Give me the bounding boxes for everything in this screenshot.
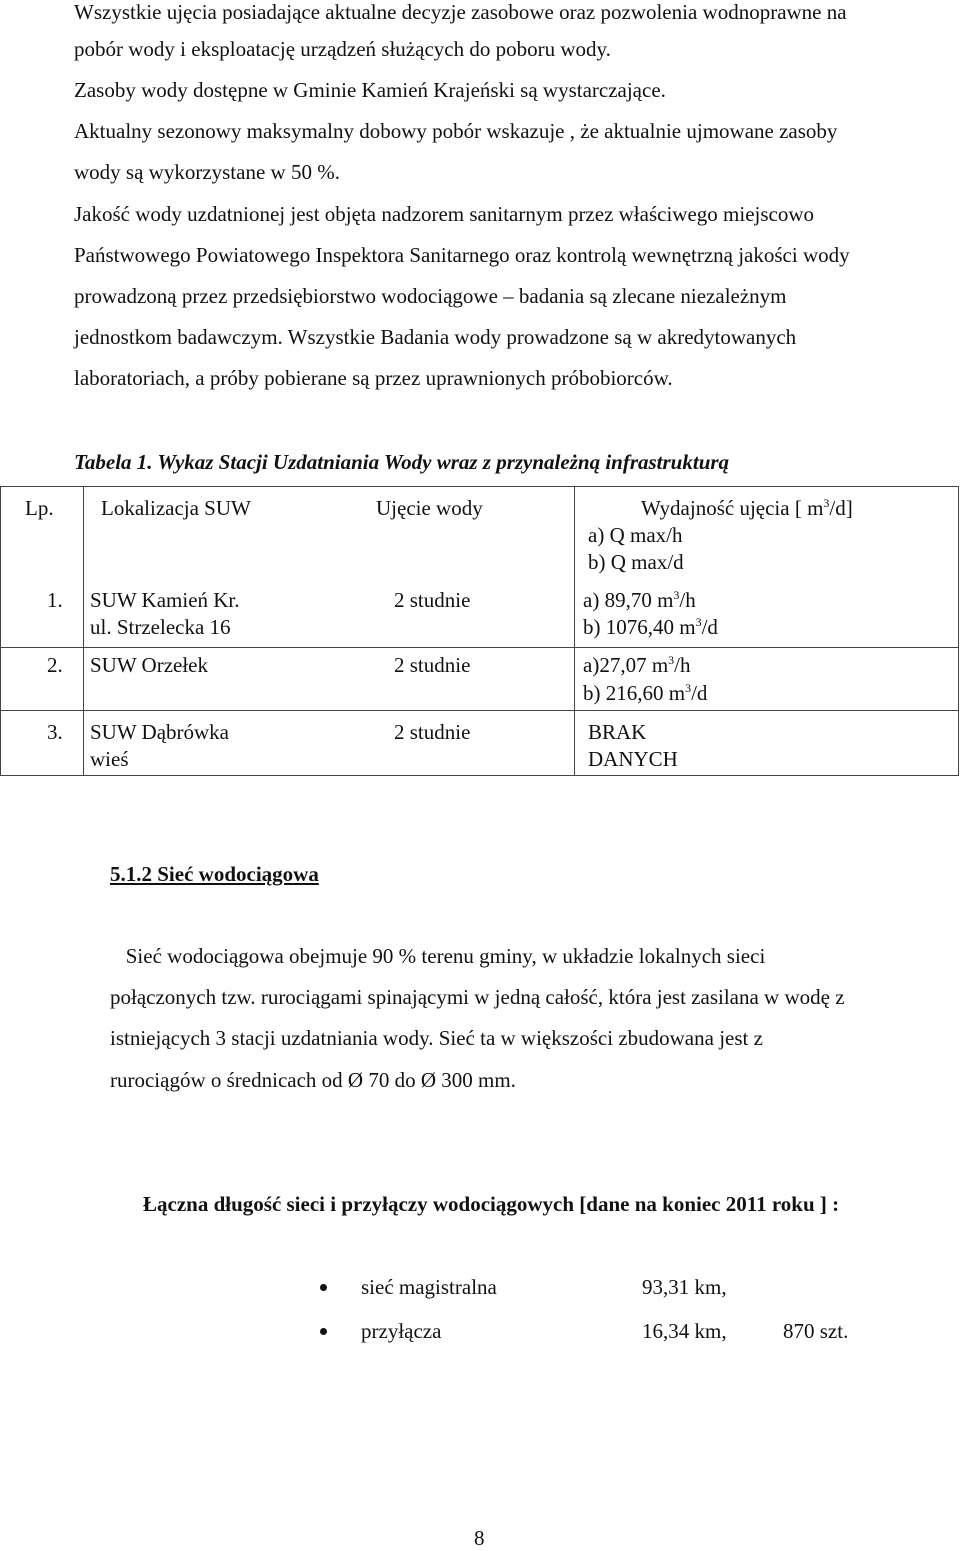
text-line: istniejących 3 stacji uzdatniania wody. Sieć ta w większości zbudowana jest z	[110, 1026, 763, 1050]
header-capacity-qh: a) Q max/h	[588, 523, 683, 547]
row-capacity-qd: DANYCH	[588, 747, 678, 771]
row-divider	[1, 647, 958, 648]
row-location-address: ul. Strzelecka 16	[90, 615, 231, 639]
bullet-extra: 870 szt.	[783, 1319, 849, 1343]
header-capacity-qd: b) Q max/d	[588, 550, 684, 574]
text-line: laboratoriach, a próby pobierane są przez uprawnionych próbobiorców.	[74, 366, 673, 390]
header-lp: Lp.	[25, 496, 54, 520]
text-line: Sieć wodociągowa obejmuje 90 % terenu gminy, w układzie lokalnych sieci	[110, 944, 766, 968]
bullet-icon	[320, 1328, 327, 1335]
header-intake: Ujęcie wody	[376, 496, 483, 520]
text-line: prowadzoną przez przedsiębiorstwo wodociągowe – badania są zlecane niezależnym	[74, 284, 787, 308]
text-line: połączonych tzw. rurociągami spinającymi w jedną całość, która jest zasilana w wodę z	[110, 985, 845, 1009]
text-line: Zasoby wody dostępne w Gminie Kamień Krajeński są wystarczające.	[74, 78, 666, 102]
header-location: Lokalizacja SUW	[101, 496, 251, 520]
row-capacity-qd: b) 216,60 $m^3/d$	[583, 681, 708, 705]
row-capacity-qh: a) 89,70 $m^3/h$	[583, 588, 696, 612]
row-intake: 2 studnie	[394, 720, 471, 744]
row-lp: 2.	[47, 653, 63, 677]
row-lp: 1.	[47, 588, 63, 612]
text-line: pobór wody i eksploatację urządzeń służących do poboru wody.	[74, 37, 611, 61]
text-line: jednostkom badawczym. Wszystkie Badania wody prowadzone są w akredytowanych	[74, 325, 797, 349]
text-line: wody są wykorzystane w 50 %.	[74, 160, 340, 184]
row-intake: 2 studnie	[394, 588, 471, 612]
column-divider	[574, 487, 575, 775]
column-divider	[83, 487, 84, 775]
section-heading: 5.1.2 Sieć wodociągowa	[110, 862, 319, 886]
row-intake: 2 studnie	[394, 653, 471, 677]
row-location: SUW Kamień Kr.	[90, 588, 240, 612]
text-line: Jakość wody uzdatnionej jest objęta nadzorem sanitarnym przez właściwego miejscowo	[74, 202, 815, 226]
total-length-heading: Łączna długość sieci i przyłączy wodociągowych [dane na koniec 2011 roku ] :	[143, 1192, 840, 1216]
bullet-label: sieć magistralna	[361, 1275, 497, 1299]
table-caption: Tabela 1. Wykaz Stacji Uzdatniania Wody wraz z przynależną infrastrukturą	[74, 450, 730, 474]
row-capacity-qh: BRAK	[588, 720, 647, 744]
bullet-value: 16,34 km,	[642, 1319, 727, 1343]
bullet-icon	[320, 1284, 327, 1291]
header-capacity: Wydajność ujęcia [ $m^3/d$]	[641, 496, 853, 520]
row-location-address: wieś	[90, 747, 129, 771]
row-capacity-qh: a)27,07 $m^3/h$	[583, 653, 691, 677]
row-location: SUW Dąbrówka	[90, 720, 230, 744]
suw-table	[0, 486, 959, 776]
row-divider	[1, 710, 958, 711]
text-line: Państwowego Powiatowego Inspektora Sanitarnego oraz kontrolą wewnętrzną jakości wody	[74, 243, 850, 267]
row-lp: 3.	[47, 720, 63, 744]
page-number: 8	[474, 1526, 485, 1550]
row-location: SUW Orzełek	[90, 653, 208, 677]
text-line: Wszystkie ujęcia posiadające aktualne decyzje zasobowe oraz pozwolenia wodnoprawne na	[74, 0, 847, 24]
row-capacity-qd: b) 1076,40 $m^3/d$	[583, 615, 718, 639]
bullet-value: 93,31 km,	[642, 1275, 727, 1299]
text-line: rurociągów o średnicach od Ø 70 do Ø 300 mm.	[110, 1068, 516, 1092]
text-line: Aktualny sezonowy maksymalny dobowy pobór wskazuje , że aktualnie ujmowane zasoby	[74, 119, 838, 143]
bullet-label: przyłącza	[361, 1319, 442, 1343]
